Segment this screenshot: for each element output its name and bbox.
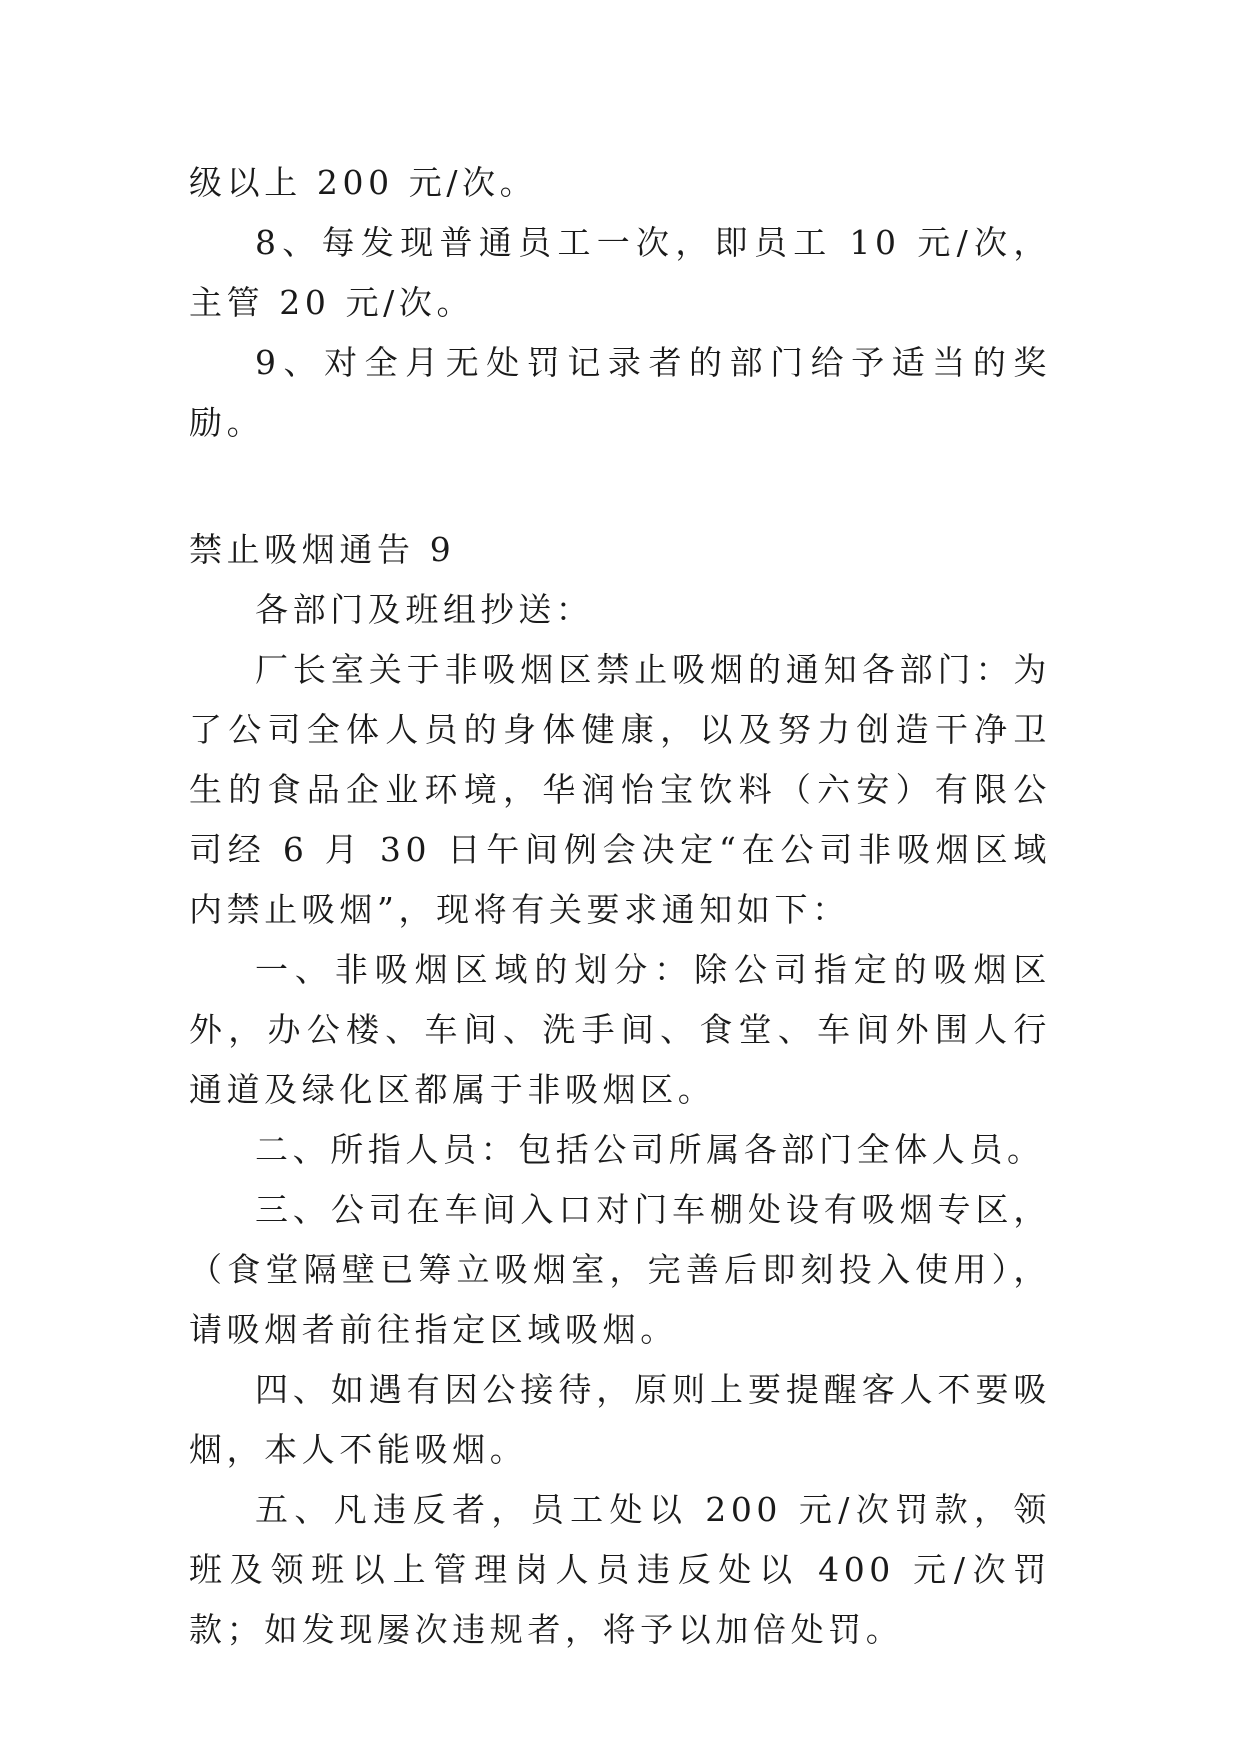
paragraph-item-9: 9、对全月无处罚记录者的部门给予适当的奖励。 [189, 343, 1051, 442]
paragraph-item-8: 8、每发现普通员工一次，即员工 10 元/次，主管 20 元/次。 [189, 223, 1051, 322]
paragraph-continuation: 级以上 200 元/次。 [189, 163, 538, 202]
paragraph-rule-3: 三、公司在车间入口对门车棚处设有吸烟专区，（食堂隔壁已筹立吸烟室，完善后即刻投入使用），请吸烟者前往指定区域吸烟。 [189, 1190, 1051, 1349]
paragraph-rule-2: 二、所指人员：包括公司所属各部门全体人员。 [255, 1130, 1045, 1169]
paragraph-rule-1: 一、非吸烟区域的划分：除公司指定的吸烟区外，办公楼、车间、洗手间、食堂、车间外围人行通道及绿化区都属于非吸烟区。 [189, 950, 1051, 1109]
notice-heading: 禁止吸烟通告 9 [189, 530, 456, 569]
paragraph-rule-4: 四、如遇有因公接待，原则上要提醒客人不要吸烟，本人不能吸烟。 [189, 1370, 1051, 1469]
paragraph-recipients: 各部门及班组抄送： [255, 590, 594, 629]
paragraph-rule-5: 五、凡违反者，员工处以 200 元/次罚款，领班及领班以上管理岗人员违反处以 400 元/次罚款；如发现屡次违规者，将予以加倍处罚。 [189, 1490, 1051, 1649]
paragraph-intro: 厂长室关于非吸烟区禁止吸烟的通知各部门：为了公司全体人员的身体健康，以及努力创造干净卫生的食品企业环境，华润怡宝饮料（六安）有限公司经 6 月 30 日午间例会决定“在公司非吸烟区域内禁止吸烟”，现将有关要求通知如下： [189, 650, 1051, 929]
document-body [189, 153, 1051, 1660]
